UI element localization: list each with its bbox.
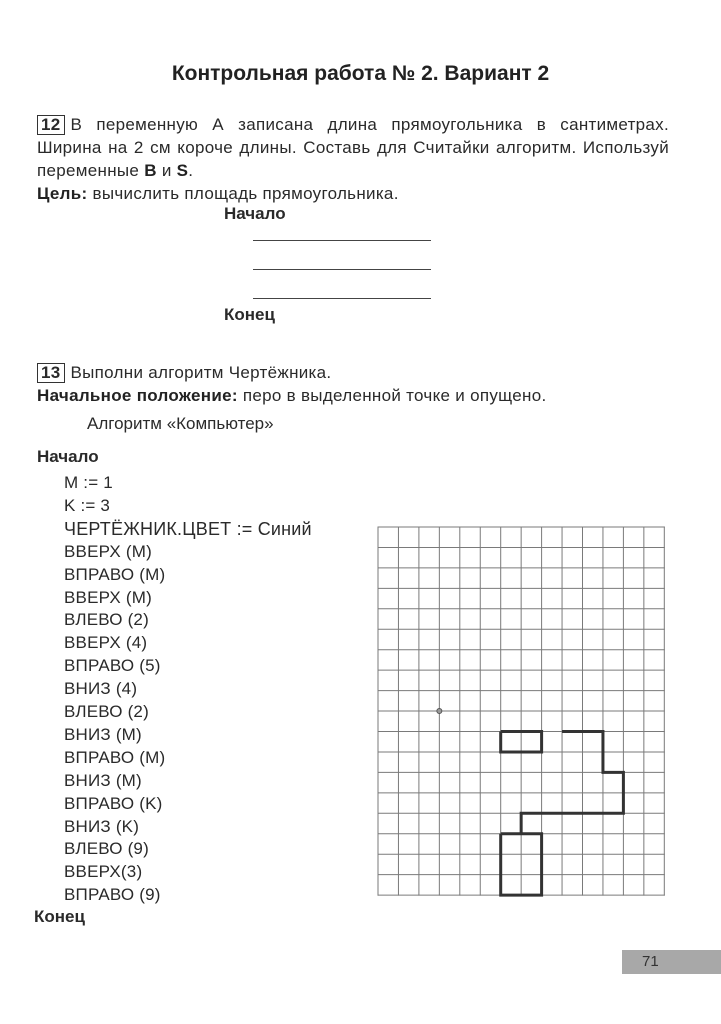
page-number: 71 [622,950,721,974]
answer-line-2[interactable] [253,269,431,270]
start-point [437,709,442,714]
program-line: ВВЕРХ(3) [64,862,143,882]
algorithm-name: Алгоритм «Компьютер» [87,414,274,433]
program-line: ВВЕРХ (4) [64,633,148,653]
program-line: ВЛЕВО (9) [64,839,149,859]
program-line: ВПРАВО (9) [64,885,161,905]
task-12-text [37,113,669,205]
period: . [188,161,194,180]
variable-b: B [144,161,157,180]
program-line: ВЛЕВО (2) [64,610,149,630]
program-line: ВВЕРХ (M) [64,541,152,561]
program-line: ВНИЗ (4) [64,679,138,699]
program-line: ВПРАВО (K) [64,793,163,813]
task-text: Выполни алгоритм Чертёжника. [70,363,332,382]
goal-label: Цель: [37,184,88,203]
task-number: 13 [37,363,65,383]
answer-line-3[interactable] [253,298,431,299]
task-13-text [37,361,669,407]
program-line: ВЛЕВО (2) [64,702,149,721]
program-line: ВНИЗ (M) [64,770,142,790]
program-end: Конец [34,907,85,926]
program-line: ВНИЗ (K) [64,816,140,836]
conjunction: и [161,161,172,180]
task-text: В переменную А записана длина прямоугольника в сантиметрах. Ширина на 2 см короче длины. Составь для Считайки алгоритм. Используй переменные [37,115,669,180]
drawing-grid [370,520,680,905]
program-line: ВНИЗ (M) [64,724,142,744]
program-line: ЧЕРТЁЖНИК.ЦВЕТ := Синий [64,518,312,539]
program-line: ВПРАВО (5) [64,656,161,676]
program-line: K := 3 [64,495,111,515]
variable-s: S [176,161,189,180]
program-line: ВВЕРХ (M) [64,587,152,607]
drawn-figure [521,732,623,834]
task-number: 12 [37,115,65,135]
goal-text: вычислить площадь прямоугольника. [92,184,399,203]
algorithm-start: Начало [224,204,286,223]
algorithm-end: Конец [224,305,275,324]
program-line: M := 1 [64,473,113,492]
program-start: Начало [37,447,99,466]
answer-line-1[interactable] [253,240,431,241]
program-line: ВПРАВО (M) [64,747,166,767]
program-line: ВПРАВО (M) [64,564,166,584]
initial-text: перо в выделенной точке и опущено. [242,386,547,405]
initial-label: Начальное положение: [37,386,238,405]
page-title: Контрольная работа № 2. Вариант 2 [171,62,550,85]
